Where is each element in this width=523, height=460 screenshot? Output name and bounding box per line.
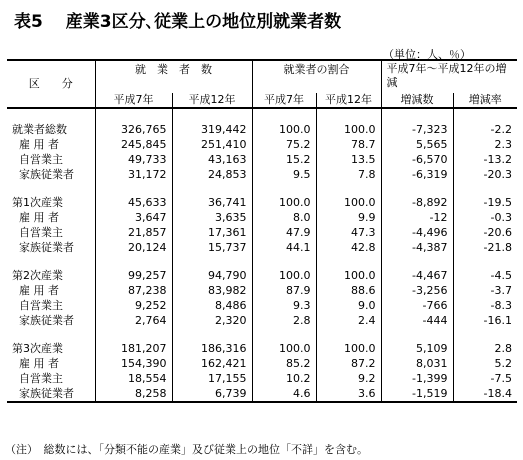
sub-header: 平成12年 [316,93,381,108]
table-cell: 2.4 [316,313,381,328]
table-cell: 100.0 [252,122,316,137]
table-cell: -20.6 [453,225,517,240]
spacer-cell [316,108,381,122]
table-cell: 251,410 [172,137,252,152]
table-cell: 75.2 [252,137,316,152]
table-cell: -444 [381,313,453,328]
table-cell: 245,845 [95,137,172,152]
row-label: 家族従業者 [19,167,74,181]
table-row [7,210,517,225]
table-row [7,122,517,137]
spacer-cell [316,328,381,341]
table-cell: 100.0 [316,341,381,356]
table-cell: 8,486 [172,298,252,313]
table-cell: 87.2 [316,356,381,371]
table-row [7,195,517,210]
table-cell: 15.2 [252,152,316,167]
table-cell: -4.5 [453,268,517,283]
spacer-cell [316,255,381,268]
employment-table [7,59,517,403]
table-cell: 181,207 [95,341,172,356]
spacer-cell [7,108,95,122]
row-label-header: 区 分 [7,60,95,108]
table-cell: 2.3 [453,137,517,152]
spacer-cell [95,328,172,341]
table-cell: 4.6 [252,386,316,402]
table-cell: 2.8 [453,341,517,356]
table-row [7,225,517,240]
table-cell: 8.0 [252,210,316,225]
table-cell: -7.5 [453,371,517,386]
table-cell: 31,172 [95,167,172,182]
table-cell: 18,554 [95,371,172,386]
table-cell: 5.2 [453,356,517,371]
table-cell: 8,031 [381,356,453,371]
table-row [7,167,517,182]
spacer-cell [172,328,252,341]
row-label: 第3次産業 [12,341,63,355]
table-cell: 9.5 [252,167,316,182]
spacer-cell [252,182,316,195]
table-cell: 8,258 [95,386,172,402]
table-cell: 10.2 [252,371,316,386]
table-cell: -1,399 [381,371,453,386]
spacer-cell [252,328,316,341]
table-cell: 88.6 [316,283,381,298]
table-cell: 5,109 [381,341,453,356]
table-cell: 21,857 [95,225,172,240]
table-cell: -18.4 [453,386,517,402]
row-label: 雇 用 者 [19,210,59,224]
spacer-cell [172,182,252,195]
table-row [7,341,517,356]
spacer-row [7,255,517,268]
table-cell: 100.0 [252,268,316,283]
table-cell: -1,519 [381,386,453,402]
table-cell: 326,765 [95,122,172,137]
table-row [7,268,517,283]
table-cell: 100.0 [316,122,381,137]
table-cell: 3,635 [172,210,252,225]
table-cell: 43,163 [172,152,252,167]
table-cell: 47.9 [252,225,316,240]
table-cell: 85.2 [252,356,316,371]
table-cell: 78.7 [316,137,381,152]
table-cell: 20,124 [95,240,172,255]
spacer-cell [252,108,316,122]
table-cell: 45,633 [95,195,172,210]
spacer-cell [381,108,453,122]
spacer-cell [453,328,517,341]
spacer-row [7,108,517,122]
table-cell: 100.0 [252,341,316,356]
spacer-cell [7,182,95,195]
table-cell: -19.5 [453,195,517,210]
table-cell: 6,739 [172,386,252,402]
table-cell: -21.8 [453,240,517,255]
table-row [7,313,517,328]
spacer-cell [7,328,95,341]
spacer-cell [252,255,316,268]
table-cell: 100.0 [316,268,381,283]
spacer-row [7,182,517,195]
table-cell: 17,361 [172,225,252,240]
spacer-cell [381,255,453,268]
table-cell: 15,737 [172,240,252,255]
table-row [7,137,517,152]
row-label: 雇 用 者 [19,137,59,151]
table-cell: 100.0 [252,195,316,210]
spacer-row [7,328,517,341]
table-row [7,152,517,167]
table-cell: -2.2 [453,122,517,137]
table-row [7,283,517,298]
table-row [7,371,517,386]
table-body [7,108,517,402]
table-cell: 3.6 [316,386,381,402]
page-title: 表5 産業3区分､従業上の地位別就業者数 [14,12,342,32]
row-label: 第1次産業 [12,195,63,209]
table-cell: 162,421 [172,356,252,371]
spacer-cell [381,182,453,195]
table-cell: -6,570 [381,152,453,167]
table-cell: 186,316 [172,341,252,356]
table-cell: 99,257 [95,268,172,283]
table-cell: -766 [381,298,453,313]
table-row [7,386,517,402]
table-cell: 5,565 [381,137,453,152]
table-cell: 2,764 [95,313,172,328]
row-label: 家族従業者 [19,240,74,254]
table-cell: -3,256 [381,283,453,298]
table-cell: -8.3 [453,298,517,313]
table-cell: 49,733 [95,152,172,167]
table-cell: 87.9 [252,283,316,298]
table-cell: 24,853 [172,167,252,182]
sub-header: 増減率 [453,93,517,108]
table-cell: 7.8 [316,167,381,182]
table-row [7,356,517,371]
row-label: 家族従業者 [7,386,95,402]
row-label: 家族従業者 [19,313,74,327]
table-cell: -4,387 [381,240,453,255]
table-cell: -20.3 [453,167,517,182]
table-cell: -4,467 [381,268,453,283]
table-cell: 3,647 [95,210,172,225]
row-label: 自営業主 [19,298,63,312]
row-label: 就業者総数 [12,122,67,136]
table-cell: -7,323 [381,122,453,137]
table-cell: 13.5 [316,152,381,167]
table-cell: 36,741 [172,195,252,210]
table-cell: 94,790 [172,268,252,283]
spacer-cell [95,255,172,268]
table-cell: 154,390 [95,356,172,371]
table-cell: -16.1 [453,313,517,328]
table-cell: -13.2 [453,152,517,167]
table-cell: 9.2 [316,371,381,386]
row-label: 雇 用 者 [19,356,59,370]
footnote: （注） 総数には、「分類不能の産業」及び従業上の地位「不詳」を含む。 [5,443,368,456]
spacer-cell [95,108,172,122]
spacer-cell [453,108,517,122]
table-cell: 9,252 [95,298,172,313]
spacer-cell [453,255,517,268]
table-cell: 9.9 [316,210,381,225]
table-cell: -6,319 [381,167,453,182]
spacer-cell [172,255,252,268]
table-cell: 87,238 [95,283,172,298]
table-cell: -8,892 [381,195,453,210]
table-cell: 17,155 [172,371,252,386]
table-cell: -3.7 [453,283,517,298]
sub-header: 増減数 [381,93,453,108]
table-cell: 319,442 [172,122,252,137]
group-header-change: 平成7年～平成12年の増減 [381,60,517,93]
table-cell: 83,982 [172,283,252,298]
table-row [7,240,517,255]
table-cell: 42.8 [316,240,381,255]
table-cell: 9.0 [316,298,381,313]
spacer-cell [381,328,453,341]
group-header-employed: 就 業 者 数 [95,60,252,93]
table-cell: 2.8 [252,313,316,328]
table-cell: -12 [381,210,453,225]
table-cell: 2,320 [172,313,252,328]
spacer-cell [172,108,252,122]
table-cell: 100.0 [316,195,381,210]
table-cell: -4,496 [381,225,453,240]
table-cell: 9.3 [252,298,316,313]
sub-header: 平成7年 [252,93,316,108]
table-row [7,298,517,313]
row-label: 雇 用 者 [19,283,59,297]
table-cell: -0.3 [453,210,517,225]
row-label: 自営業主 [19,371,63,385]
row-label: 自営業主 [19,152,63,166]
table-cell: 44.1 [252,240,316,255]
row-label: 第2次産業 [12,268,63,282]
sub-header: 平成7年 [95,93,172,108]
spacer-cell [453,182,517,195]
spacer-cell [7,255,95,268]
spacer-cell [95,182,172,195]
table-cell: 47.3 [316,225,381,240]
group-header-share: 就業者の割合 [252,60,381,93]
sub-header: 平成12年 [172,93,252,108]
spacer-cell [316,182,381,195]
unit-note: （単位：人、％） [383,48,471,61]
row-label: 自営業主 [19,225,63,239]
